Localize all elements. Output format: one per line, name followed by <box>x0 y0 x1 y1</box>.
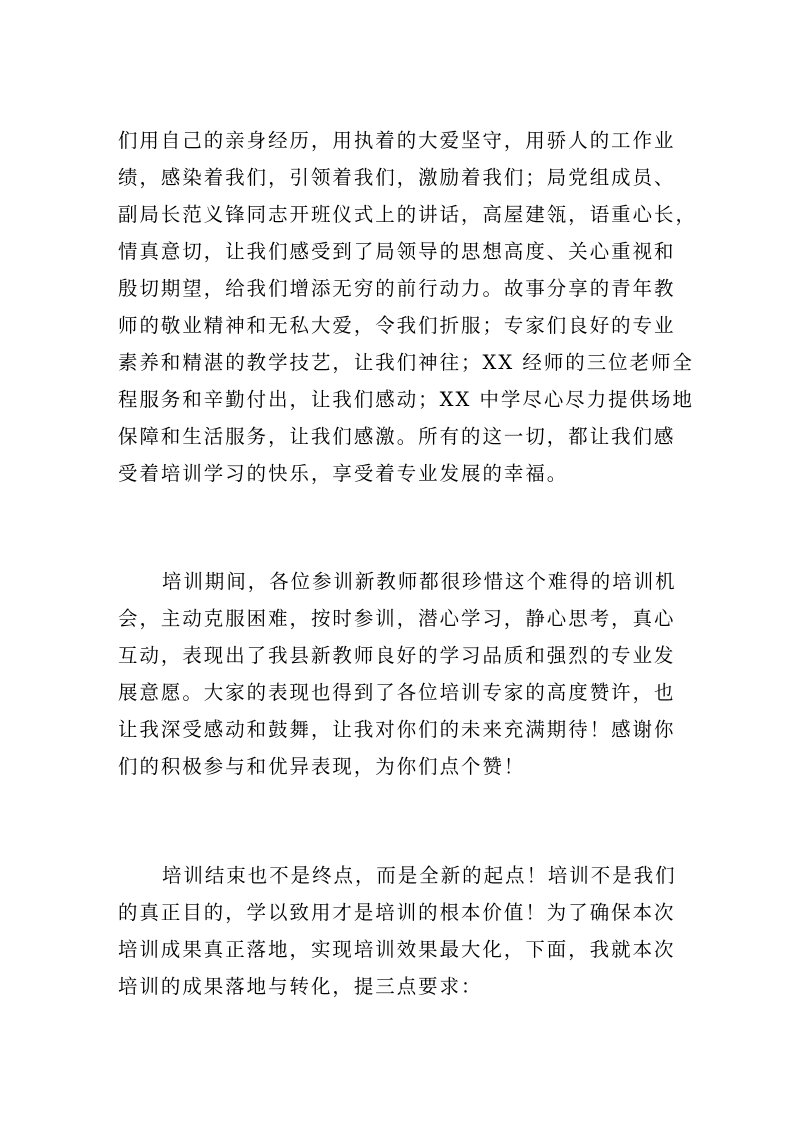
paragraph-3-line-1: 培训结束也不是终点，而是全新的起点！培训不是我们 <box>162 864 677 887</box>
paragraph-2-line-2: 会，主动克服困难，按时参训，潜心学习，静心思考，真心 <box>118 607 676 630</box>
paragraph-1-line-4: 情真意切，让我们感受到了局领导的思想高度、关心重视和 <box>118 240 676 263</box>
paragraph-2-line-6: 们的积极参与和优异表现，为你们点个赞！ <box>118 755 526 778</box>
paragraph-3-line-4: 培训的成果落地与转化，提三点要求： <box>118 975 483 998</box>
paragraph-1-line-3: 副局长范义锋同志开班仪式上的讲话，高屋建瓴，语重心长， <box>118 203 697 226</box>
paragraph-1-line-9: 保障和生活服务，让我们感激。所有的这一切，都让我们感 <box>118 425 676 448</box>
paragraph-2-line-3: 互动，表现出了我县新教师良好的学习品质和强烈的专业发 <box>118 644 676 667</box>
paragraph-1-line-6: 师的敬业精神和无私大爱，令我们折服；专家们良好的专业 <box>118 314 676 337</box>
paragraph-1-line-7: 素养和精湛的教学技艺，让我们神往；XX 经师的三位老师全 <box>118 351 694 374</box>
paragraph-3-line-2: 的真正目的，学以致用才是培训的根本价值！为了确保本次 <box>118 901 676 924</box>
paragraph-1-line-1: 们用自己的亲身经历，用执着的大爱坚守，用骄人的工作业 <box>118 129 676 152</box>
paragraph-2-line-5: 让我深受感动和鼓舞，让我对你们的未来充满期待！感谢你 <box>118 718 676 741</box>
paragraph-1-line-2: 绩，感染着我们，引领着我们，激励着我们；局党组成员、 <box>118 166 676 189</box>
paragraph-3-line-3: 培训成果真正落地，实现培训效果最大化，下面，我就本次 <box>118 938 676 961</box>
paragraph-1-line-8: 程服务和辛勤付出，让我们感动；XX 中学尽心尽力提供场地 <box>118 388 694 411</box>
paragraph-2-line-4: 展意愿。大家的表现也得到了各位培训专家的高度赞许，也 <box>118 681 676 704</box>
paragraph-1-line-5: 殷切期望，给我们增添无穷的前行动力。故事分享的青年教 <box>118 277 676 300</box>
paragraph-1-line-10: 受着培训学习的快乐，享受着专业发展的幸福。 <box>118 462 569 485</box>
paragraph-2-line-1: 培训期间，各位参训新教师都很珍惜这个难得的培训机 <box>162 570 677 593</box>
